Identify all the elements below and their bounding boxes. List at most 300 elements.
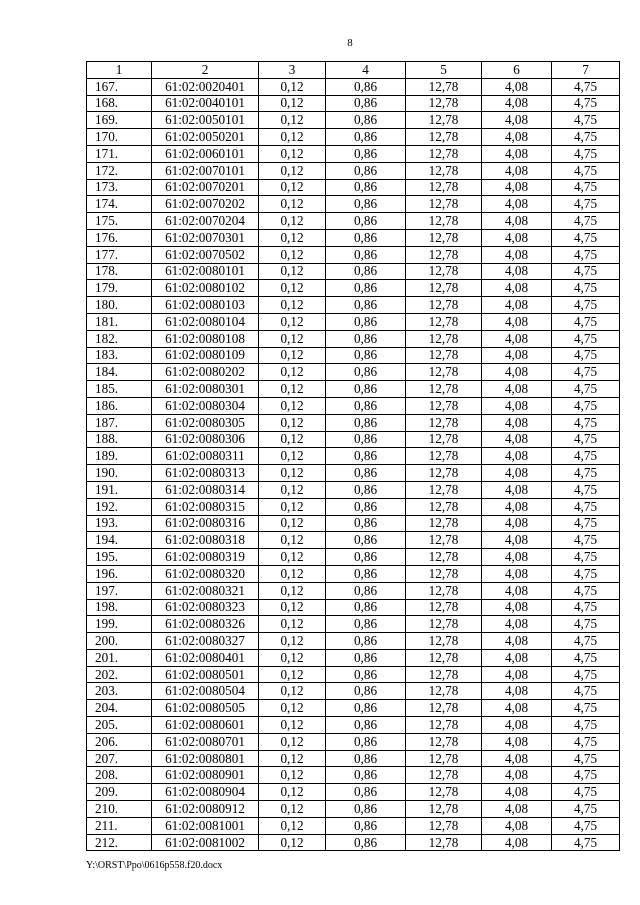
table-cell-col-6: 4,08 (482, 750, 552, 767)
table-cell-col-4: 0,86 (326, 112, 406, 129)
table-cell-col-7: 4,75 (552, 834, 620, 851)
table-cell-col-1: 194. (87, 532, 152, 549)
table-cell-col-4: 0,86 (326, 498, 406, 515)
header-cell-2: 2 (152, 62, 259, 79)
table-cell-col-3: 0,12 (259, 700, 326, 717)
table-cell-col-6: 4,08 (482, 767, 552, 784)
table-cell-col-5: 12,78 (406, 801, 482, 818)
table-cell-col-5: 12,78 (406, 599, 482, 616)
table-cell-col-3: 0,12 (259, 95, 326, 112)
table-cell-col-3: 0,12 (259, 330, 326, 347)
table-cell-col-2: 61:02:0080314 (152, 481, 259, 498)
table-cell-col-3: 0,12 (259, 683, 326, 700)
table-cell-col-5: 12,78 (406, 196, 482, 213)
table-cell-col-4: 0,86 (326, 78, 406, 95)
table-cell-col-3: 0,12 (259, 229, 326, 246)
table-cell-col-7: 4,75 (552, 750, 620, 767)
table-cell-col-5: 12,78 (406, 364, 482, 381)
table-cell-col-7: 4,75 (552, 700, 620, 717)
table-cell-col-1: 178. (87, 263, 152, 280)
table-cell-col-1: 184. (87, 364, 152, 381)
table-cell-col-5: 12,78 (406, 263, 482, 280)
table-cell-col-2: 61:02:0080601 (152, 717, 259, 734)
table-cell-col-2: 61:02:0080103 (152, 297, 259, 314)
table-cell-col-5: 12,78 (406, 784, 482, 801)
table-cell-col-5: 12,78 (406, 515, 482, 532)
table-cell-col-7: 4,75 (552, 649, 620, 666)
table-row (87, 263, 620, 280)
table-row (87, 297, 620, 314)
table-cell-col-5: 12,78 (406, 767, 482, 784)
table-cell-col-4: 0,86 (326, 196, 406, 213)
table-cell-col-5: 12,78 (406, 817, 482, 834)
table-cell-col-7: 4,75 (552, 733, 620, 750)
table-cell-col-4: 0,86 (326, 481, 406, 498)
table-row (87, 162, 620, 179)
table-cell-col-4: 0,86 (326, 313, 406, 330)
table-cell-col-2: 61:02:0080315 (152, 498, 259, 515)
table-cell-col-3: 0,12 (259, 78, 326, 95)
table-row (87, 817, 620, 834)
table-cell-col-2: 61:02:0081001 (152, 817, 259, 834)
table-cell-col-7: 4,75 (552, 263, 620, 280)
table-cell-col-1: 205. (87, 717, 152, 734)
table-cell-col-5: 12,78 (406, 112, 482, 129)
table-cell-col-3: 0,12 (259, 397, 326, 414)
table-cell-col-4: 0,86 (326, 364, 406, 381)
table-cell-col-3: 0,12 (259, 717, 326, 734)
table-cell-col-2: 61:02:0080320 (152, 565, 259, 582)
table-cell-col-7: 4,75 (552, 112, 620, 129)
table-cell-col-3: 0,12 (259, 565, 326, 582)
table-cell-col-1: 206. (87, 733, 152, 750)
table-cell-col-6: 4,08 (482, 196, 552, 213)
table-cell-col-6: 4,08 (482, 683, 552, 700)
table-cell-col-1: 172. (87, 162, 152, 179)
table-cell-col-1: 203. (87, 683, 152, 700)
table-cell-col-1: 174. (87, 196, 152, 213)
table-cell-col-5: 12,78 (406, 616, 482, 633)
table-row (87, 78, 620, 95)
table-cell-col-1: 191. (87, 481, 152, 498)
table-cell-col-5: 12,78 (406, 330, 482, 347)
table-cell-col-1: 170. (87, 129, 152, 146)
table-cell-col-3: 0,12 (259, 347, 326, 364)
header-cell-3: 3 (259, 62, 326, 79)
table-cell-col-1: 173. (87, 179, 152, 196)
table-row (87, 347, 620, 364)
table-cell-col-6: 4,08 (482, 465, 552, 482)
table-row (87, 95, 620, 112)
table-cell-col-4: 0,86 (326, 717, 406, 734)
table-cell-col-5: 12,78 (406, 700, 482, 717)
table-cell-col-4: 0,86 (326, 750, 406, 767)
header-cell-5: 5 (406, 62, 482, 79)
table-body (87, 78, 620, 851)
table-cell-col-7: 4,75 (552, 381, 620, 398)
data-table (86, 61, 620, 851)
table-cell-col-7: 4,75 (552, 633, 620, 650)
table-cell-col-6: 4,08 (482, 364, 552, 381)
table-cell-col-3: 0,12 (259, 666, 326, 683)
table-cell-col-6: 4,08 (482, 498, 552, 515)
table-cell-col-3: 0,12 (259, 532, 326, 549)
table-cell-col-4: 0,86 (326, 666, 406, 683)
table-cell-col-3: 0,12 (259, 649, 326, 666)
table-cell-col-6: 4,08 (482, 347, 552, 364)
table-row (87, 448, 620, 465)
table-cell-col-5: 12,78 (406, 213, 482, 230)
table-cell-col-6: 4,08 (482, 717, 552, 734)
table-cell-col-1: 199. (87, 616, 152, 633)
table-cell-col-2: 61:02:0070301 (152, 229, 259, 246)
table-cell-col-5: 12,78 (406, 498, 482, 515)
table-cell-col-7: 4,75 (552, 498, 620, 515)
table-cell-col-3: 0,12 (259, 263, 326, 280)
table-cell-col-3: 0,12 (259, 784, 326, 801)
table-cell-col-4: 0,86 (326, 616, 406, 633)
table-cell-col-5: 12,78 (406, 145, 482, 162)
table-cell-col-3: 0,12 (259, 801, 326, 818)
table-cell-col-3: 0,12 (259, 145, 326, 162)
table-cell-col-7: 4,75 (552, 397, 620, 414)
table-cell-col-6: 4,08 (482, 549, 552, 566)
table-cell-col-5: 12,78 (406, 414, 482, 431)
table-cell-col-3: 0,12 (259, 414, 326, 431)
table-row (87, 145, 620, 162)
table-cell-col-7: 4,75 (552, 431, 620, 448)
table-header-row (87, 62, 620, 79)
table-cell-col-3: 0,12 (259, 834, 326, 851)
table-cell-col-7: 4,75 (552, 465, 620, 482)
table-cell-col-1: 182. (87, 330, 152, 347)
table-row (87, 112, 620, 129)
table-cell-col-6: 4,08 (482, 330, 552, 347)
table-cell-col-2: 61:02:0080327 (152, 633, 259, 650)
table-cell-col-3: 0,12 (259, 246, 326, 263)
table-cell-col-2: 61:02:0080318 (152, 532, 259, 549)
table-row (87, 633, 620, 650)
table-cell-col-3: 0,12 (259, 498, 326, 515)
table-cell-col-6: 4,08 (482, 78, 552, 95)
table-cell-col-7: 4,75 (552, 196, 620, 213)
table-cell-col-7: 4,75 (552, 448, 620, 465)
table-cell-col-2: 61:02:0080109 (152, 347, 259, 364)
table-cell-col-1: 204. (87, 700, 152, 717)
table-cell-col-3: 0,12 (259, 733, 326, 750)
table-cell-col-1: 197. (87, 582, 152, 599)
table-cell-col-7: 4,75 (552, 784, 620, 801)
table-cell-col-5: 12,78 (406, 297, 482, 314)
table-cell-col-4: 0,86 (326, 532, 406, 549)
table-cell-col-1: 180. (87, 297, 152, 314)
table-cell-col-4: 0,86 (326, 465, 406, 482)
table-cell-col-1: 211. (87, 817, 152, 834)
table-cell-col-3: 0,12 (259, 431, 326, 448)
table-cell-col-7: 4,75 (552, 145, 620, 162)
table-cell-col-6: 4,08 (482, 246, 552, 263)
table-cell-col-3: 0,12 (259, 112, 326, 129)
table-row (87, 801, 620, 818)
table-cell-col-7: 4,75 (552, 280, 620, 297)
table-row (87, 465, 620, 482)
table-cell-col-5: 12,78 (406, 750, 482, 767)
table-cell-col-5: 12,78 (406, 78, 482, 95)
table-cell-col-2: 61:02:0080104 (152, 313, 259, 330)
table-cell-col-6: 4,08 (482, 213, 552, 230)
table-row (87, 767, 620, 784)
table-row (87, 549, 620, 566)
table-cell-col-4: 0,86 (326, 397, 406, 414)
table-cell-col-4: 0,86 (326, 414, 406, 431)
table-cell-col-5: 12,78 (406, 733, 482, 750)
table-cell-col-6: 4,08 (482, 129, 552, 146)
table-cell-col-1: 188. (87, 431, 152, 448)
table-cell-col-2: 61:02:0080501 (152, 666, 259, 683)
table-cell-col-1: 198. (87, 599, 152, 616)
table-cell-col-3: 0,12 (259, 364, 326, 381)
table-cell-col-3: 0,12 (259, 448, 326, 465)
table-cell-col-1: 175. (87, 213, 152, 230)
table-cell-col-7: 4,75 (552, 297, 620, 314)
table-cell-col-6: 4,08 (482, 649, 552, 666)
table-cell-col-4: 0,86 (326, 95, 406, 112)
table-cell-col-1: 181. (87, 313, 152, 330)
table-cell-col-4: 0,86 (326, 633, 406, 650)
table-cell-col-6: 4,08 (482, 481, 552, 498)
table-cell-col-7: 4,75 (552, 565, 620, 582)
table-cell-col-7: 4,75 (552, 129, 620, 146)
table-cell-col-4: 0,86 (326, 801, 406, 818)
table-cell-col-6: 4,08 (482, 733, 552, 750)
table-row (87, 179, 620, 196)
table-cell-col-2: 61:02:0081002 (152, 834, 259, 851)
table-cell-col-4: 0,86 (326, 213, 406, 230)
table-cell-col-3: 0,12 (259, 213, 326, 230)
table-cell-col-2: 61:02:0080306 (152, 431, 259, 448)
table-cell-col-2: 61:02:0080901 (152, 767, 259, 784)
header-cell-6: 6 (482, 62, 552, 79)
table-cell-col-4: 0,86 (326, 145, 406, 162)
table-cell-col-7: 4,75 (552, 767, 620, 784)
table-cell-col-1: 201. (87, 649, 152, 666)
table-cell-col-4: 0,86 (326, 297, 406, 314)
table-cell-col-5: 12,78 (406, 717, 482, 734)
table-row (87, 246, 620, 263)
table-cell-col-6: 4,08 (482, 397, 552, 414)
table-cell-col-2: 61:02:0080108 (152, 330, 259, 347)
table-cell-col-4: 0,86 (326, 649, 406, 666)
table-cell-col-4: 0,86 (326, 683, 406, 700)
table-cell-col-6: 4,08 (482, 817, 552, 834)
table-cell-col-5: 12,78 (406, 381, 482, 398)
table-cell-col-1: 176. (87, 229, 152, 246)
table-cell-col-3: 0,12 (259, 599, 326, 616)
table-cell-col-6: 4,08 (482, 112, 552, 129)
table-cell-col-2: 61:02:0060101 (152, 145, 259, 162)
table-cell-col-1: 200. (87, 633, 152, 650)
table-cell-col-7: 4,75 (552, 213, 620, 230)
table-cell-col-3: 0,12 (259, 549, 326, 566)
table-cell-col-6: 4,08 (482, 599, 552, 616)
table-cell-col-2: 61:02:0050101 (152, 112, 259, 129)
table-cell-col-6: 4,08 (482, 414, 552, 431)
table-cell-col-7: 4,75 (552, 717, 620, 734)
table-row (87, 750, 620, 767)
table-cell-col-5: 12,78 (406, 229, 482, 246)
table-cell-col-2: 61:02:0080316 (152, 515, 259, 532)
table-cell-col-5: 12,78 (406, 431, 482, 448)
table-cell-col-4: 0,86 (326, 229, 406, 246)
table-cell-col-1: 209. (87, 784, 152, 801)
header-cell-4: 4 (326, 62, 406, 79)
table-cell-col-3: 0,12 (259, 750, 326, 767)
table-cell-col-6: 4,08 (482, 448, 552, 465)
table-row (87, 397, 620, 414)
table-cell-col-1: 179. (87, 280, 152, 297)
table-cell-col-1: 195. (87, 549, 152, 566)
table-cell-col-5: 12,78 (406, 649, 482, 666)
table-cell-col-2: 61:02:0080504 (152, 683, 259, 700)
table-cell-col-3: 0,12 (259, 633, 326, 650)
table-cell-col-6: 4,08 (482, 616, 552, 633)
table-row (87, 784, 620, 801)
table-cell-col-5: 12,78 (406, 179, 482, 196)
table-cell-col-2: 61:02:0080912 (152, 801, 259, 818)
table-cell-col-3: 0,12 (259, 313, 326, 330)
table-cell-col-6: 4,08 (482, 565, 552, 582)
table-cell-col-4: 0,86 (326, 448, 406, 465)
table-cell-col-6: 4,08 (482, 381, 552, 398)
table-cell-col-5: 12,78 (406, 666, 482, 683)
table-cell-col-4: 0,86 (326, 162, 406, 179)
table-row (87, 683, 620, 700)
table-cell-col-1: 192. (87, 498, 152, 515)
table-cell-col-1: 208. (87, 767, 152, 784)
table-cell-col-7: 4,75 (552, 246, 620, 263)
table-cell-col-3: 0,12 (259, 481, 326, 498)
table-cell-col-2: 61:02:0080319 (152, 549, 259, 566)
table-row (87, 313, 620, 330)
footer-file-path: Y:\ORST\Ppo\0616p558.f20.docx (86, 860, 223, 871)
table-cell-col-4: 0,86 (326, 431, 406, 448)
table-cell-col-7: 4,75 (552, 616, 620, 633)
table-cell-col-5: 12,78 (406, 129, 482, 146)
table-cell-col-7: 4,75 (552, 229, 620, 246)
table-cell-col-6: 4,08 (482, 179, 552, 196)
table-cell-col-1: 168. (87, 95, 152, 112)
table-cell-col-7: 4,75 (552, 414, 620, 431)
table-cell-col-3: 0,12 (259, 616, 326, 633)
table-cell-col-3: 0,12 (259, 515, 326, 532)
table-cell-col-1: 210. (87, 801, 152, 818)
table-cell-col-4: 0,86 (326, 767, 406, 784)
table-cell-col-2: 61:02:0070502 (152, 246, 259, 263)
table-cell-col-2: 61:02:0080321 (152, 582, 259, 599)
table-cell-col-5: 12,78 (406, 313, 482, 330)
table-row (87, 666, 620, 683)
table-cell-col-2: 61:02:0080701 (152, 733, 259, 750)
table-cell-col-4: 0,86 (326, 549, 406, 566)
table-cell-col-4: 0,86 (326, 817, 406, 834)
table-row (87, 414, 620, 431)
page-number: 8 (347, 37, 353, 49)
table-cell-col-6: 4,08 (482, 162, 552, 179)
table-cell-col-5: 12,78 (406, 582, 482, 599)
table-row (87, 364, 620, 381)
table-cell-col-1: 190. (87, 465, 152, 482)
table-row (87, 213, 620, 230)
table-cell-col-3: 0,12 (259, 280, 326, 297)
table-row (87, 599, 620, 616)
table-cell-col-3: 0,12 (259, 582, 326, 599)
table-row (87, 280, 620, 297)
table-cell-col-3: 0,12 (259, 465, 326, 482)
table-cell-col-5: 12,78 (406, 397, 482, 414)
table-cell-col-1: 193. (87, 515, 152, 532)
table-cell-col-7: 4,75 (552, 347, 620, 364)
table-cell-col-6: 4,08 (482, 801, 552, 818)
table-cell-col-5: 12,78 (406, 481, 482, 498)
table-cell-col-4: 0,86 (326, 347, 406, 364)
header-cell-1: 1 (87, 62, 152, 79)
table-row (87, 498, 620, 515)
table-cell-col-1: 167. (87, 78, 152, 95)
table-cell-col-2: 61:02:0080301 (152, 381, 259, 398)
table-cell-col-6: 4,08 (482, 633, 552, 650)
table-cell-col-4: 0,86 (326, 700, 406, 717)
table-cell-col-2: 61:02:0080311 (152, 448, 259, 465)
table-cell-col-7: 4,75 (552, 515, 620, 532)
table-cell-col-2: 61:02:0080305 (152, 414, 259, 431)
table-cell-col-4: 0,86 (326, 582, 406, 599)
table-cell-col-7: 4,75 (552, 481, 620, 498)
table-cell-col-4: 0,86 (326, 381, 406, 398)
table-cell-col-6: 4,08 (482, 834, 552, 851)
table-cell-col-2: 61:02:0080102 (152, 280, 259, 297)
table-cell-col-3: 0,12 (259, 162, 326, 179)
table-cell-col-4: 0,86 (326, 129, 406, 146)
table-cell-col-5: 12,78 (406, 246, 482, 263)
table-cell-col-5: 12,78 (406, 633, 482, 650)
table-cell-col-3: 0,12 (259, 129, 326, 146)
table-cell-col-1: 187. (87, 414, 152, 431)
table-cell-col-7: 4,75 (552, 801, 620, 818)
table-cell-col-2: 61:02:0080326 (152, 616, 259, 633)
table-cell-col-6: 4,08 (482, 95, 552, 112)
table-cell-col-6: 4,08 (482, 297, 552, 314)
table-cell-col-1: 185. (87, 381, 152, 398)
table-cell-col-5: 12,78 (406, 280, 482, 297)
table-cell-col-2: 61:02:0080313 (152, 465, 259, 482)
table-cell-col-5: 12,78 (406, 465, 482, 482)
table-cell-col-4: 0,86 (326, 280, 406, 297)
table-cell-col-7: 4,75 (552, 683, 620, 700)
table-row (87, 733, 620, 750)
table-cell-col-2: 61:02:0080505 (152, 700, 259, 717)
table-cell-col-3: 0,12 (259, 817, 326, 834)
table-cell-col-7: 4,75 (552, 162, 620, 179)
table-row (87, 717, 620, 734)
table-cell-col-4: 0,86 (326, 330, 406, 347)
table-row (87, 196, 620, 213)
table-cell-col-7: 4,75 (552, 582, 620, 599)
table-cell-col-4: 0,86 (326, 263, 406, 280)
table-cell-col-2: 61:02:0050201 (152, 129, 259, 146)
table-cell-col-2: 61:02:0070101 (152, 162, 259, 179)
table-cell-col-1: 202. (87, 666, 152, 683)
table-cell-col-5: 12,78 (406, 162, 482, 179)
